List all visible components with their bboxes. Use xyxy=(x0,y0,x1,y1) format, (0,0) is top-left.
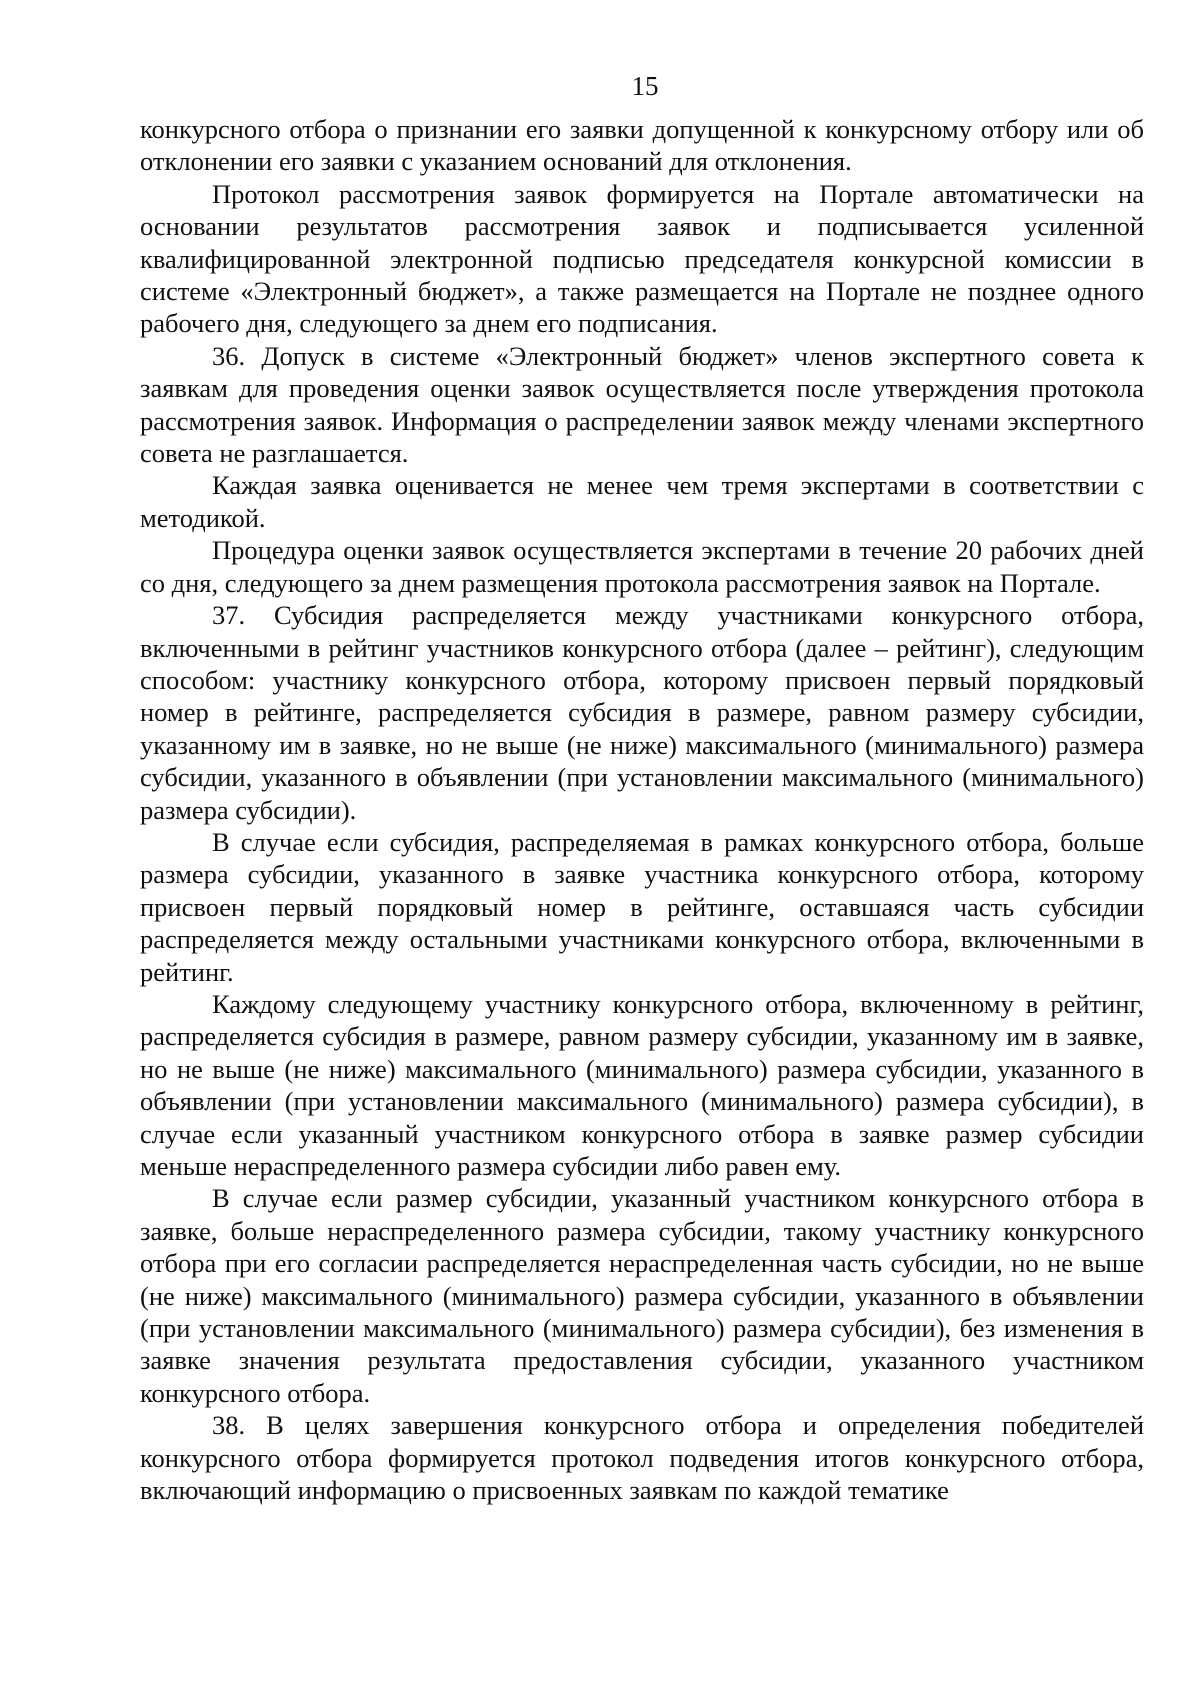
paragraph-next-participant: Каждому следующему участнику конкурсного отбора, включенному в рейтинг, распределяется субсидия в размере, равном размеру субсидии, указанному им в заявке, но не выше (не ниже) максимального (минимального) размера субсидии, указанного в объявлении (при установлении максимального (минимального) размера субсидии), в случае если указанный участником конкурсного отбора в заявке размер субсидии меньше нераспределенного размера субсидии либо равен ему. xyxy=(140,988,1144,1181)
paragraph-38: 38. В целях завершения конкурсного отбора и определения победителей конкурсного отбора формируется протокол подведения итогов конкурсного отбора, включающий информацию о присвоенных заявкам по каждой тематике xyxy=(140,1410,1144,1506)
paragraph-protocol-review: Протокол рассмотрения заявок формируется на Портале автоматически на основании результатов рассмотрения заявок и подписывается усиленной квалифицированной электронной подписью председателя конкурсной комиссии в системе «Электронный бюджет», а также размещается на Портале не позднее одного рабочего дня, следующего за днем его подписания. xyxy=(140,178,1144,339)
document-body xyxy=(140,113,1144,1506)
paragraph-36: 36. Допуск в системе «Электронный бюджет» членов экспертного совета к заявкам для проведения оценки заявок осуществляется после утверждения протокола рассмотрения заявок. Информация о распределении заявок между членами экспертного совета не разглашается. xyxy=(140,340,1144,469)
paragraph-experts-count: Каждая заявка оценивается не менее чем тремя экспертами в соответствии с методикой. xyxy=(140,470,1144,533)
page-number: 15 xyxy=(631,71,659,101)
paragraph-unallocated-subsidy: В случае если размер субсидии, указанный участником конкурсного отбора в заявке, больше нераспределенного размера субсидии, такому участнику конкурсного отбора при его согласии распределяется нераспределенная часть субсидии, но не выше (не ниже) максимального (минимального) размера субсидии, указанного в объявлении (при установлении максимального (минимального) размера субсидии), без изменения в заявке значения результата предоставления субсидии, указанного участником конкурсного отбора. xyxy=(140,1183,1144,1408)
paragraph-remaining-subsidy: В случае если субсидия, распределяемая в рамках конкурсного отбора, больше размера субсидии, указанного в заявке участника конкурсного отбора, которому присвоен первый порядковый номер в рейтинге, оставшаяся часть субсидии распределяется между остальными участниками конкурсного отбора, включенными в рейтинг. xyxy=(140,826,1144,987)
paragraph-continued: конкурсного отбора о признании его заявки допущенной к конкурсному отбору или об отклонении его заявки с указанием оснований для отклонения. xyxy=(140,114,1144,177)
paragraph-evaluation-period: Процедура оценки заявок осуществляется экспертами в течение 20 рабочих дней со дня, следующего за днем размещения протокола рассмотрения заявок на Портале. xyxy=(140,535,1144,598)
paragraph-37: 37. Субсидия распределяется между участниками конкурсного отбора, включенными в рейтинг участников конкурсного отбора (далее – рейтинг), следующим способом: участнику конкурсного отбора, которому присвоен первый порядковый номер в рейтинге, распределяется субсидия в размере, равном размеру субсидии, указанному им в заявке, но не выше (не ниже) максимального (минимального) размера субсидии, указанного в объявлении (при установлении максимального (минимального) размера субсидии). xyxy=(140,600,1144,825)
